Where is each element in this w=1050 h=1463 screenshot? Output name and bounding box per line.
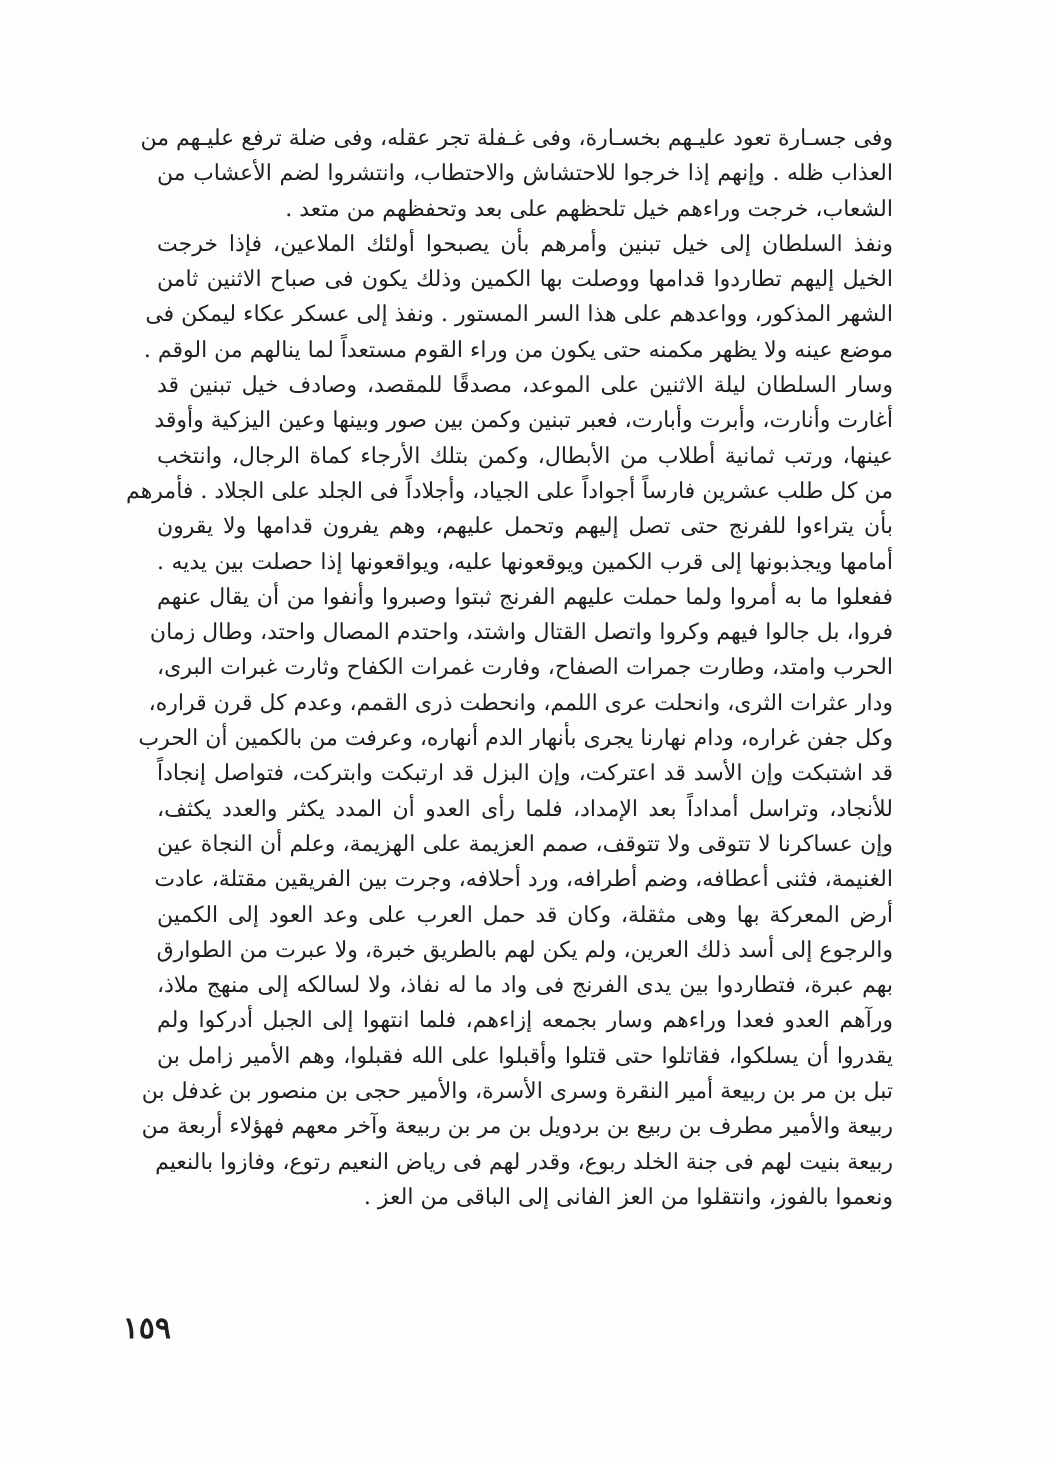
text-line: ونعموا بالفوز، وانتقلوا من العز الفانى إلى الباقى من العز .: [363, 1184, 893, 1210]
text-line: تبل بن مر بن ربيعة أمير النقرة وسرى الأسرة، والأمير حجى بن منصور بن غدفل بن: [141, 1079, 893, 1105]
text-line: للأنجاد، وتراسل أمداداً بعد الإمداد، فلما رأى العدو أن المدد يكثر والعدد يكثف،: [157, 796, 893, 822]
text-line: ونفذ السلطان إلى خيل تبنين وأمرهم بأن يصبحوا أولئك الملاعين، فإذا خرجت: [157, 231, 893, 257]
text-line: بأن يتراءوا للفرنج حتى تصل إليهم وتحمل عليهم، وهم يفرون قدامها ولا يقرون: [157, 514, 893, 540]
text-line: بهم عبرة، فتطاردوا بين يدى الفرنج فى واد ما له نفاذ، ولا لسالكه إلى منهج ملاذ،: [157, 973, 893, 999]
text-line: من كل طلب عشرين فارساً أجواداً على الجياد، وأجلاداً فى الجلد على الجلاد . فأمرهم: [126, 478, 893, 504]
text-line: فروا، بل جالوا فيهم وكروا واتصل القتال واشتد، واحتدم المصال واحتد، وطال زمان: [149, 620, 893, 646]
text-line: ربيعة بنيت لهم فى جنة الخلد ربوع، وقدر لهم فى رياض النعيم رتوع، وفازوا بالنعيم: [155, 1149, 893, 1175]
text-line: والرجوع إلى أسد ذلك العرين، ولم يكن لهم بالطريق خبرة، ولا عبرت من الطوارق: [156, 937, 893, 963]
text-line: قد اشتبكت وإن الأسد قد اعتركت، وإن البزل قد ارتبكت وابتركت، فتواصل إنجاداً: [157, 761, 893, 787]
text-line: وإن عساكرنا لا تتوقى ولا تتوقف، صمم العزيمة على الهزيمة، وعلم أن النجاة عين: [157, 831, 893, 857]
text-line: ودار عثرات الثرى، وانحلت عرى اللمم، وانحطت ذرى القمم، وعدم كل قرن قراره،: [148, 690, 893, 716]
text-line: أغارت وأنارت، وأبرت وأبارت، فعبر تبنين وكمن بين صور وبينها وعين اليزكية وأوقد: [154, 408, 893, 434]
text-line: ورآهم العدو فعدا وراءهم وسار بجمعه إزاءهم، فلما انتهوا إلى الجبل أدركوا ولم: [157, 1008, 893, 1034]
text-line: الغنيمة، فثنى أعطافه، وضم أطرافه، ورد أحلافه، وجرت بين الفريقين مقتلة، عادت: [154, 867, 893, 893]
text-line: ربيعة والأمير مطرف بن ربيع بن بردويل بن مر بن ربيعة وآخر معهم فهؤلاء أربعة من: [141, 1114, 893, 1140]
text-line: الحرب وامتد، وطارت جمرات الصفاح، وفارت غمرات الكفاح وثارت غبرات البرى،: [157, 655, 893, 681]
text-line: أمامها ويجذبونها إلى قرب الكمين ويوقعونها عليه، ويواقعونها إذا حصلت بين يديه .: [157, 549, 893, 575]
text-line: الشعاب، خرجت وراءهم خيل تلحظهم على بعد وتحفظهم من متعد .: [285, 196, 893, 222]
text-line: الشهر المذكور، وواعدهم على هذا السر المستور . ونفذ إلى عسكر عكاء ليمكن فى: [145, 302, 893, 328]
text-line: أرض المعركة بها وهى مثقلة، وكان قد حمل العرب على وعد العود إلى الكمين: [157, 902, 893, 928]
page-number: ١٥٩: [122, 1311, 171, 1346]
text-line: ففعلوا ما به أمروا ولما حملت عليهم الفرنج ثبتوا وصبروا وأنفوا من أن يقال عنهم: [157, 584, 893, 610]
text-line: وكل جفن غراره، ودام نهارنا يجرى بأنهار الدم أنهاره، وعرفت من بالكمين أن الحرب: [138, 726, 893, 752]
text-line: الخيل إليهم تطاردوا قدامها ووصلت بها الكمين وذلك يكون فى صباح الاثنين ثامن: [157, 267, 893, 293]
text-line: وسار السلطان ليلة الاثنين على الموعد، مصدقًا للمقصد، وصادف خيل تبنين قد: [157, 373, 893, 399]
text-line: وفى جسـارة تعود عليـهم بخسـارة، وفى غـفلة تجر عقله، وفى ضلة ترفع عليـهم من: [140, 126, 893, 151]
text-line: العذاب ظله . وإنهم إذا خرجوا للاحتشاش والاحتطاب، وانتشروا لضم الأعشاب من: [157, 161, 893, 187]
body-text: [126, 121, 893, 1215]
text-line: عينها، ورتب ثمانية أطلاب من الأبطال، وكمن بتلك الأرجاء كماة الرجال، وانتخب: [157, 443, 893, 469]
text-line: موضع عينه ولا يظهر مكمنه حتى يكون من وراء القوم مستعداً لما ينالهم من الوقم .: [143, 337, 893, 363]
text-line: يقدروا أن يسلكوا، فقاتلوا حتى قتلوا وأقبلوا على الله فقبلوا، وهم الأمير زامل بن: [157, 1043, 893, 1069]
